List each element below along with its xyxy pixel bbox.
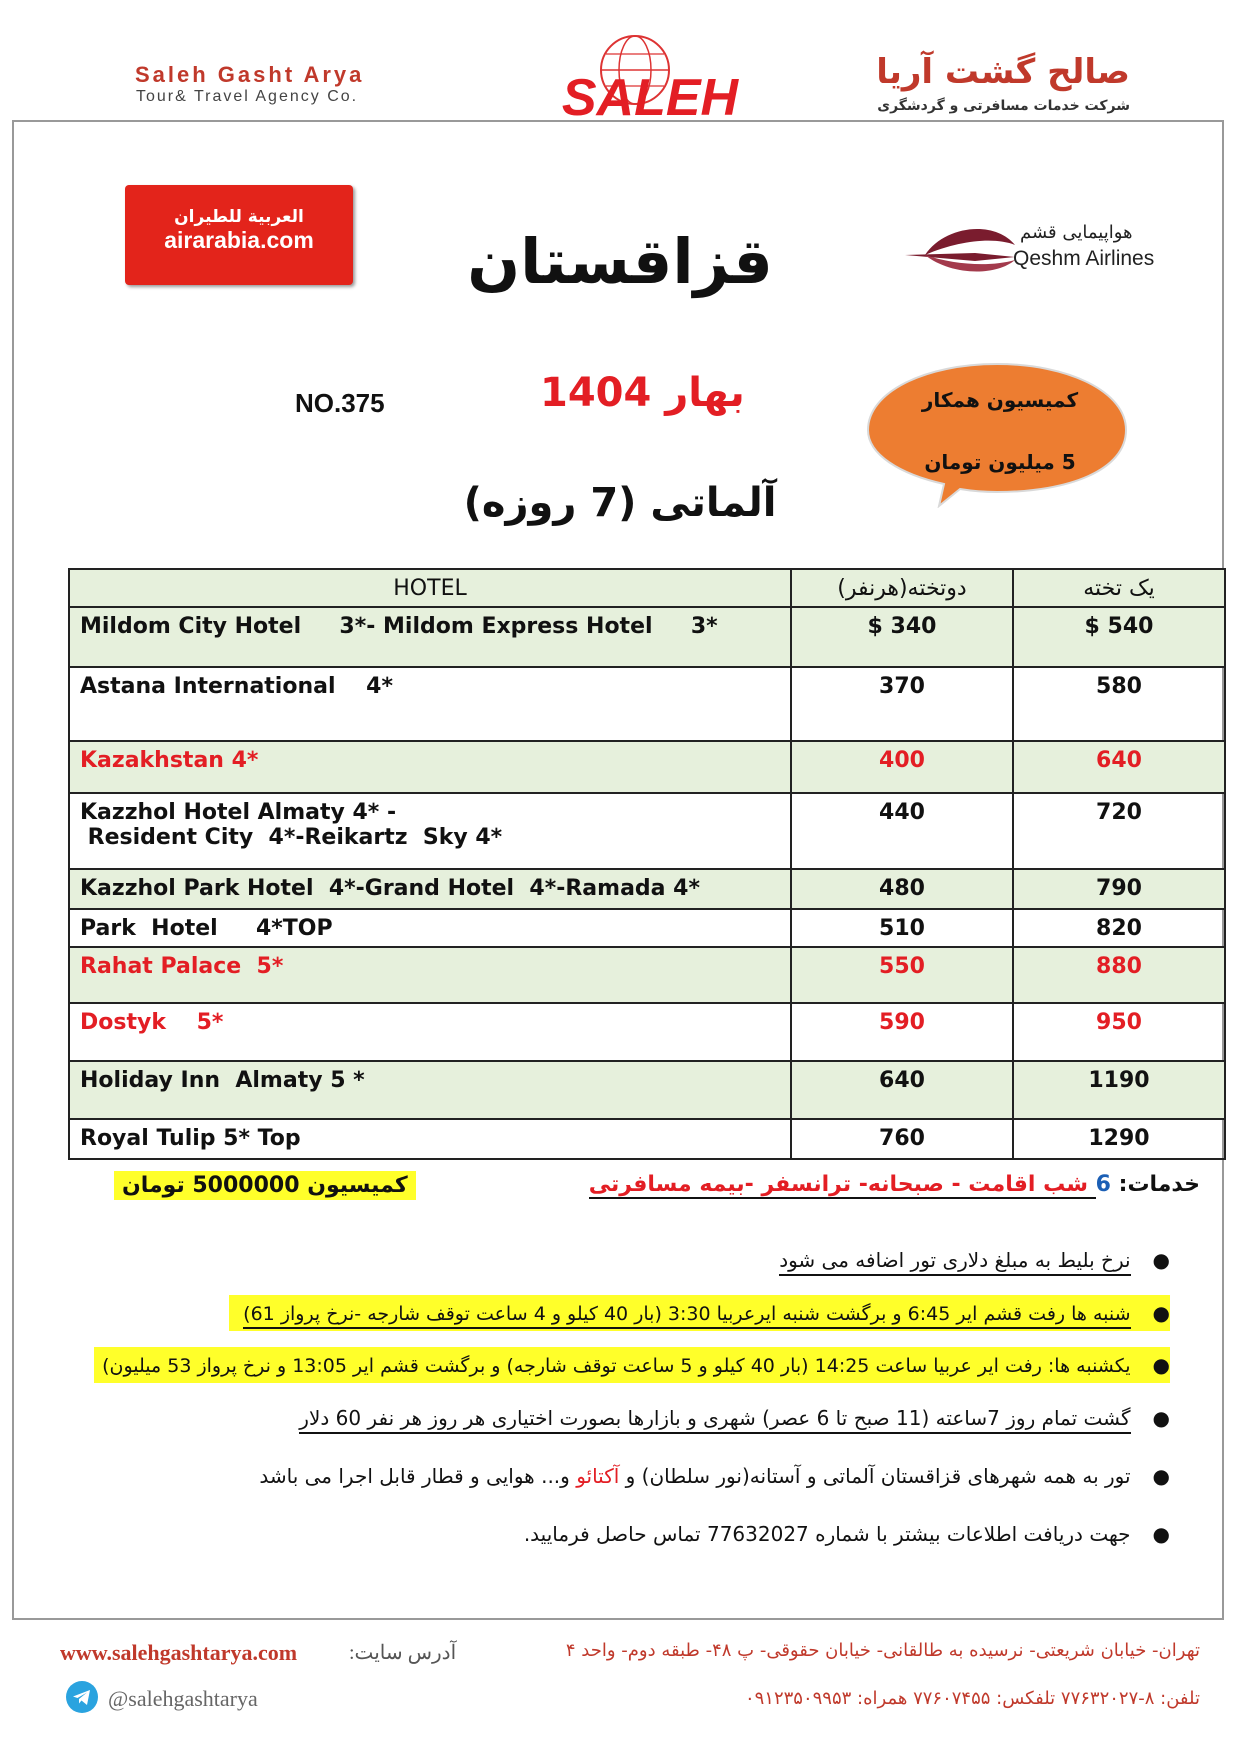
- phone-numbers: تلفن: ۸-۷۷۶۳۲۰۲۷ تلفکس: ۷۷۶۰۷۴۵۵ همراه: ۰۹۱۲۳۵۰۹۹۵۳: [744, 1688, 1200, 1709]
- table-row: [69, 947, 1225, 1003]
- table-row: [69, 741, 1225, 793]
- table-header-row: [69, 569, 1225, 607]
- note-text: گشت تمام روز 7ساعته (11 صبح تا 6 عصر) شهری و بازارها بصورت اختیاری هر روز هر نفر 60 دلار: [299, 1406, 1130, 1434]
- bullet-icon: ●: [1152, 1406, 1170, 1430]
- commission-bubble-line1: کمیسیون همکار: [921, 388, 1079, 412]
- note-text-part1: تور به همه شهرهای قزاقستان آلماتی و آستانه(نور سلطان) و: [619, 1464, 1131, 1488]
- hotel-name: Royal Tulip 5* Top: [69, 1119, 791, 1159]
- double-price: 510: [791, 909, 1013, 947]
- header-hotel: HOTEL: [69, 569, 791, 607]
- single-price: 790: [1013, 869, 1225, 909]
- double-price: 480: [791, 869, 1013, 909]
- table-row: [69, 909, 1225, 947]
- table-row: [69, 607, 1225, 667]
- note-city-tour: [299, 1406, 1170, 1430]
- bullet-icon: ●: [1152, 1353, 1170, 1377]
- bullet-icon: ●: [1152, 1464, 1170, 1488]
- double-price: 760: [791, 1119, 1013, 1159]
- note-text: شنبه ها رفت قشم ایر 6:45 و برگشت شنبه ایرعربیا 3:30 (بار 40 کیلو و 4 ساعت توقف شارجه -نرخ پرواز 61): [243, 1303, 1130, 1329]
- table-row: [69, 793, 1225, 869]
- single-price: 640: [1013, 741, 1225, 793]
- double-price: 400: [791, 741, 1013, 793]
- qeshm-logo-persian: هواپیمایی قشم: [1020, 222, 1133, 243]
- bullet-icon: ●: [1152, 1522, 1170, 1546]
- qeshm-logo-english: Qeshm Airlines: [1013, 247, 1155, 270]
- tour-number: NO.375: [295, 388, 385, 418]
- table-row: [69, 1003, 1225, 1061]
- bullet-icon: ●: [1152, 1248, 1170, 1272]
- single-price: 820: [1013, 909, 1225, 947]
- saleh-logo: [540, 30, 760, 125]
- header-single: یک تخته: [1013, 569, 1225, 607]
- site-label: آدرس سایت:: [349, 1642, 457, 1664]
- double-price: 370: [791, 667, 1013, 741]
- commission-note: کمیسیون 5000000 تومان: [114, 1171, 416, 1200]
- double-price: 590: [791, 1003, 1013, 1061]
- hotel-name: Holiday Inn Almaty 5 *: [69, 1061, 791, 1119]
- services-line: [589, 1172, 1200, 1197]
- hotel-name: Kazakhstan 4*: [69, 741, 791, 793]
- website-link[interactable]: www.salehgashtarya.com: [60, 1640, 298, 1665]
- hotel-name: Kazzhol Park Hotel 4*-Grand Hotel 4*-Ramada 4*: [69, 869, 791, 909]
- hotel-name: Dostyk 5*: [69, 1003, 791, 1061]
- note-sunday-flights: [94, 1347, 1170, 1383]
- single-price: 720: [1013, 793, 1225, 869]
- services-items: شب اقامت - صبحانه- ترانسفر -بیمه مسافرتی: [588, 1172, 1096, 1197]
- double-price: 440: [791, 793, 1013, 869]
- table-row: [69, 1061, 1225, 1119]
- hotel-name: Kazzhol Hotel Almaty 4* - Resident City 4*-Reikartz Sky 4*: [69, 793, 791, 869]
- hotel-name: Astana International 4*: [69, 667, 791, 741]
- page-title: قزاقستان: [467, 225, 773, 298]
- note-other-cities: [259, 1464, 1170, 1488]
- note-text-aktau: آکتائو: [576, 1464, 620, 1488]
- hotel-name: Park Hotel 4*TOP: [69, 909, 791, 947]
- airarabia-logo-arabic: العربية للطيران: [174, 207, 304, 227]
- telegram-icon[interactable]: [65, 1680, 99, 1714]
- header-double: دوتخته(هرنفر): [791, 569, 1013, 607]
- brand-name-fa: صالح گشت آریا: [876, 52, 1130, 92]
- note-contact: [524, 1522, 1170, 1546]
- note-text: جهت دریافت اطلاعات بیشتر با شماره 77632027 تماس حاصل فرمایید.: [523, 1522, 1131, 1546]
- single-price: 1190: [1013, 1061, 1225, 1119]
- brand-name-en: Saleh Gasht Arya: [135, 62, 365, 87]
- office-address: تهران- خیابان شریعتی- نرسیده به طالقانی- خیابان حقوقی- پ ۴۸- طبقه دوم- واحد ۴: [565, 1640, 1200, 1661]
- double-price: $ 340: [791, 607, 1013, 667]
- note-text: یکشنبه ها: رفت ایر عربیا ساعت 14:25 (بار 40 کیلو و 5 ساعت توقف شارجه) و برگشت قشم ایر 13:05 و نرخ پرواز 53 میلیون): [102, 1355, 1131, 1377]
- note-text: نرخ بلیط به مبلغ دلاری تور اضافه می شود: [779, 1248, 1130, 1276]
- bullet-icon: ●: [1152, 1301, 1170, 1325]
- note-text-part3: و... هوایی و قطار قابل اجرا می باشد: [259, 1464, 577, 1488]
- brand-tagline-en: Tour& Travel Agency Co.: [136, 88, 359, 105]
- commission-bubble-line2: 5 میلیون تومان: [924, 450, 1076, 474]
- double-price: 550: [791, 947, 1013, 1003]
- commission-bubble: [864, 360, 1130, 508]
- single-price: 1290: [1013, 1119, 1225, 1159]
- hotel-name: Rahat Palace 5*: [69, 947, 791, 1003]
- single-price: 580: [1013, 667, 1225, 741]
- tour-city-duration: آلماتی (7 روزه): [463, 480, 777, 526]
- table-row: [69, 1119, 1225, 1159]
- telegram-handle[interactable]: @salehgashtarya: [108, 1686, 258, 1711]
- season-year: بهار 1404: [540, 370, 745, 416]
- brand-tagline-fa: شرکت خدمات مسافرتی و گردشگری: [877, 98, 1130, 114]
- double-price: 640: [791, 1061, 1013, 1119]
- table-row: [69, 869, 1225, 909]
- airarabia-logo-english: airarabia.com: [164, 227, 314, 253]
- hotel-price-table: [68, 568, 1226, 1160]
- single-price: 880: [1013, 947, 1225, 1003]
- saleh-logo-text: SALEH: [561, 69, 739, 125]
- note-saturday-flights: [229, 1295, 1170, 1331]
- services-nights: 6: [1095, 1172, 1119, 1197]
- single-price: $ 540: [1013, 607, 1225, 667]
- services-label: خدمات:: [1118, 1172, 1200, 1197]
- single-price: 950: [1013, 1003, 1225, 1061]
- table-row: [69, 667, 1225, 741]
- note-ticket: [779, 1248, 1170, 1272]
- hotel-name: Mildom City Hotel 3*- Mildom Express Hotel 3*: [69, 607, 791, 667]
